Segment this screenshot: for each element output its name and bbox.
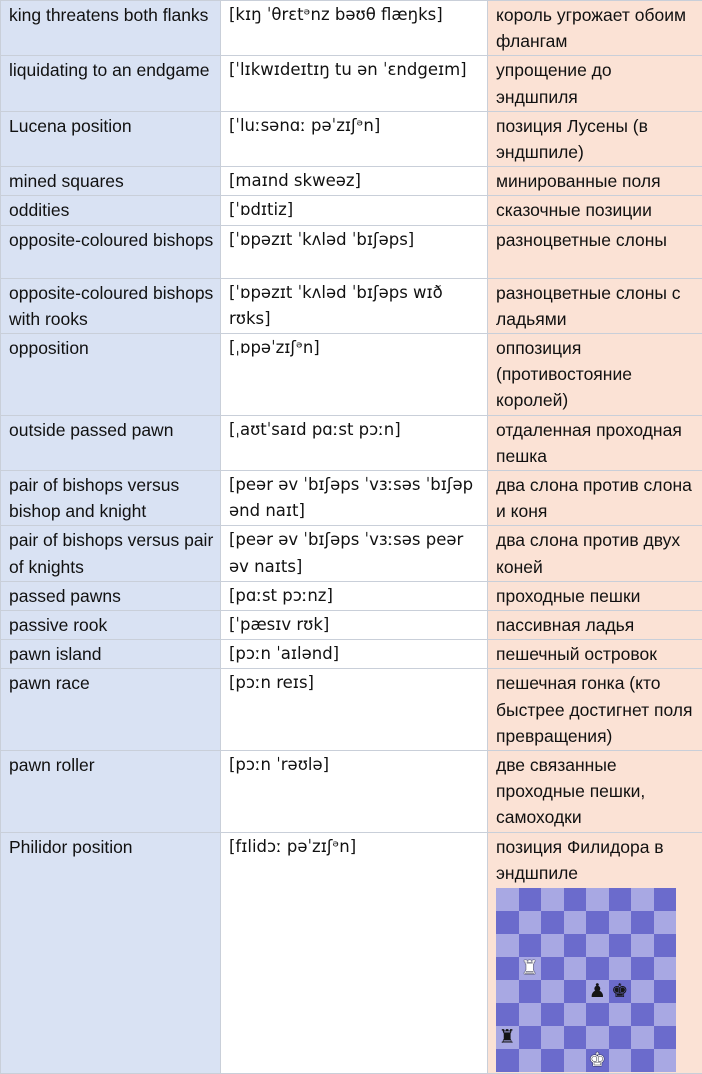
- term-transcription-text: [ˈluːsənɑː pəˈzɪʃᵊn]: [229, 113, 481, 139]
- term-english: [1, 669, 221, 751]
- term-russian-text: два слона против слона и коня: [496, 472, 696, 524]
- term-transcription: [221, 334, 488, 416]
- board-square: [586, 911, 609, 934]
- term-english-text: opposite-coloured bishops: [9, 227, 214, 253]
- term-russian-text: проходные пешки: [496, 583, 696, 609]
- term-english: [1, 611, 221, 640]
- board-square: [586, 888, 609, 911]
- term-english: [1, 56, 221, 111]
- term-english-text: mined squares: [9, 168, 214, 194]
- board-square: [631, 888, 654, 911]
- term-transcription-text: [peər əv ˈbɪʃəps ˈvɜːsəs ˈbɪʃəp ənd naɪt]: [229, 472, 481, 524]
- board-square: [654, 911, 677, 934]
- board-square: [564, 1026, 587, 1049]
- board-square: [631, 1003, 654, 1026]
- glossary-row: [1, 225, 702, 278]
- board-square: [519, 934, 542, 957]
- term-transcription: [221, 167, 488, 196]
- board-square: [564, 911, 587, 934]
- board-square: [496, 934, 519, 957]
- board-square: [631, 980, 654, 1003]
- term-russian: [488, 196, 702, 225]
- term-transcription: [221, 832, 488, 1073]
- board-square: [496, 888, 519, 911]
- term-transcription-text: [maɪnd skweəz]: [229, 168, 481, 194]
- term-transcription-text: [pɔːn ˈaɪlənd]: [229, 641, 481, 667]
- term-russian: [488, 581, 702, 610]
- term-russian-text: разноцветные слоны: [496, 227, 696, 253]
- board-square: [541, 980, 564, 1003]
- glossary-row: [1, 611, 702, 640]
- term-russian: [488, 278, 702, 333]
- glossary-row: [1, 832, 702, 1073]
- term-transcription-text: [ˌaʊtˈsaɪd pɑːst pɔːn]: [229, 417, 481, 443]
- board-square: [541, 1049, 564, 1072]
- board-square: [631, 1049, 654, 1072]
- board-square: [631, 1026, 654, 1049]
- term-transcription-text: [pɔːn ˈrəʊlə]: [229, 752, 481, 778]
- term-transcription-text: [ˌɒpəˈzɪʃᵊn]: [229, 335, 481, 361]
- term-russian: [488, 56, 702, 111]
- term-english-text: pawn race: [9, 670, 214, 696]
- term-english-text: pawn roller: [9, 752, 214, 778]
- board-square: [631, 911, 654, 934]
- term-english-text: pair of bishops versus bishop and knight: [9, 472, 214, 524]
- term-english-text: Philidor position: [9, 834, 214, 860]
- board-square: [519, 1026, 542, 1049]
- glossary-row: [1, 415, 702, 470]
- glossary-row: [1, 471, 702, 526]
- term-english: [1, 471, 221, 526]
- term-english: [1, 415, 221, 470]
- term-english: [1, 751, 221, 833]
- term-russian: [488, 167, 702, 196]
- term-russian-text: позиция Лусены (в эндшпиле): [496, 113, 696, 165]
- board-square: [609, 1026, 632, 1049]
- term-english-text: Lucena position: [9, 113, 214, 139]
- board-square: [609, 911, 632, 934]
- term-russian: [488, 111, 702, 166]
- term-english: [1, 526, 221, 581]
- glossary-row: [1, 581, 702, 610]
- board-square: [654, 1003, 677, 1026]
- term-english-text: pair of bishops versus pair of knights: [9, 527, 214, 579]
- glossary-row: [1, 526, 702, 581]
- board-square: [541, 934, 564, 957]
- term-english-text: opposition: [9, 335, 214, 361]
- term-english: [1, 111, 221, 166]
- board-square: [541, 957, 564, 980]
- board-square: [564, 934, 587, 957]
- board-square: [586, 1049, 609, 1072]
- board-square: [654, 1049, 677, 1072]
- glossary-row: [1, 167, 702, 196]
- term-russian-text: два слона против двух коней: [496, 527, 696, 579]
- board-square: [654, 1026, 677, 1049]
- term-english-text: passive rook: [9, 612, 214, 638]
- board-square: [496, 1049, 519, 1072]
- term-russian: [488, 832, 702, 1073]
- term-russian: [488, 526, 702, 581]
- term-transcription: [221, 56, 488, 111]
- board-square: [496, 1026, 519, 1049]
- term-english: [1, 278, 221, 333]
- black-rook-icon: ♜: [499, 1027, 516, 1048]
- term-transcription: [221, 640, 488, 669]
- glossary-row: [1, 111, 702, 166]
- board-square: [631, 934, 654, 957]
- term-transcription-text: [ˈɒpəzɪt ˈkʌləd ˈbɪʃəps wɪð rʊks]: [229, 280, 481, 332]
- board-square: [654, 957, 677, 980]
- term-english-text: liquidating to an endgame: [9, 57, 214, 83]
- term-transcription: [221, 1, 488, 56]
- board-square: [586, 980, 609, 1003]
- term-english-text: outside passed pawn: [9, 417, 214, 443]
- term-english: [1, 640, 221, 669]
- term-english: [1, 196, 221, 225]
- term-transcription-text: [peər əv ˈbɪʃəps ˈvɜːsəs peər əv naɪts]: [229, 527, 481, 579]
- term-transcription-text: [pɑːst pɔːnz]: [229, 583, 481, 609]
- chess-diagram: [496, 888, 676, 1072]
- board-square: [541, 888, 564, 911]
- board-square: [631, 957, 654, 980]
- glossary-body: [1, 1, 702, 1074]
- board-square: [564, 957, 587, 980]
- board-square: [519, 957, 542, 980]
- board-square: [586, 934, 609, 957]
- board-square: [541, 1026, 564, 1049]
- term-russian-text: пассивная ладья: [496, 612, 696, 638]
- board-square: [609, 934, 632, 957]
- term-russian: [488, 225, 702, 278]
- term-english: [1, 225, 221, 278]
- board-square: [654, 934, 677, 957]
- board-square: [609, 1003, 632, 1026]
- board-square: [496, 980, 519, 1003]
- glossary-row: [1, 56, 702, 111]
- term-transcription: [221, 196, 488, 225]
- board-square: [609, 980, 632, 1003]
- term-english-text: king threatens both flanks: [9, 2, 214, 28]
- board-square: [609, 888, 632, 911]
- board-square: [654, 980, 677, 1003]
- white-rook-icon: ♜: [521, 958, 538, 979]
- term-transcription-text: [pɔːn reɪs]: [229, 670, 481, 696]
- board-square: [496, 911, 519, 934]
- term-russian-text: король угрожает обоим флангам: [496, 2, 696, 54]
- term-english: [1, 1, 221, 56]
- board-square: [586, 1003, 609, 1026]
- term-transcription: [221, 611, 488, 640]
- board-square: [541, 1003, 564, 1026]
- board-square: [586, 957, 609, 980]
- board-square: [519, 1003, 542, 1026]
- term-russian: [488, 471, 702, 526]
- board-square: [564, 1003, 587, 1026]
- term-transcription: [221, 278, 488, 333]
- board-square: [519, 888, 542, 911]
- glossary-row: [1, 751, 702, 833]
- term-russian-text: минированные поля: [496, 168, 696, 194]
- board-square: [586, 1026, 609, 1049]
- term-russian: [488, 751, 702, 833]
- term-transcription: [221, 669, 488, 751]
- term-transcription: [221, 111, 488, 166]
- term-transcription-text: [ˈɒpəzɪt ˈkʌləd ˈbɪʃəps]: [229, 227, 481, 253]
- term-transcription-text: [kɪŋ ˈθrɛtᵊnz bəʊθ flæŋks]: [229, 2, 481, 28]
- glossary-row: [1, 1, 702, 56]
- term-transcription: [221, 526, 488, 581]
- term-russian-text: две связанные проходные пешки, самоходки: [496, 752, 696, 831]
- board-square: [519, 1049, 542, 1072]
- term-russian: [488, 640, 702, 669]
- term-russian-text: позиция Филидора в эндшпиле: [496, 834, 696, 886]
- glossary-row: [1, 640, 702, 669]
- term-transcription: [221, 471, 488, 526]
- term-english-text: passed pawns: [9, 583, 214, 609]
- glossary-row: [1, 669, 702, 751]
- board-square: [609, 1049, 632, 1072]
- board-square: [654, 888, 677, 911]
- term-russian-text: отдаленная проходная пешка: [496, 417, 696, 469]
- white-king-icon: ♚: [589, 1050, 606, 1071]
- board-square: [541, 911, 564, 934]
- glossary-row: [1, 278, 702, 333]
- term-russian: [488, 611, 702, 640]
- term-english: [1, 167, 221, 196]
- term-transcription-text: [ˈpæsɪv rʊk]: [229, 612, 481, 638]
- term-russian-text: разноцветные слоны с ладьями: [496, 280, 696, 332]
- board-square: [519, 911, 542, 934]
- term-russian: [488, 1, 702, 56]
- term-russian-text: сказочные позиции: [496, 197, 696, 223]
- glossary-row: [1, 334, 702, 416]
- term-russian: [488, 415, 702, 470]
- board-square: [496, 1003, 519, 1026]
- term-transcription-text: [fɪlidɔː pəˈzɪʃᵊn]: [229, 834, 481, 860]
- term-russian-text: оппозиция (противостояние королей): [496, 335, 696, 414]
- term-russian: [488, 669, 702, 751]
- board-square: [564, 888, 587, 911]
- term-transcription: [221, 225, 488, 278]
- term-russian-text: упрощение до эндшпиля: [496, 57, 696, 109]
- term-english: [1, 581, 221, 610]
- term-english-text: opposite-coloured bishops with rooks: [9, 280, 214, 332]
- term-transcription: [221, 581, 488, 610]
- term-english-text: pawn island: [9, 641, 214, 667]
- term-russian-text: пешечный островок: [496, 641, 696, 667]
- term-english: [1, 832, 221, 1073]
- term-transcription-text: [ˈlɪkwɪdeɪtɪŋ tu ən ˈɛndgeɪm]: [229, 57, 481, 83]
- glossary-row: [1, 196, 702, 225]
- term-russian: [488, 334, 702, 416]
- black-pawn-icon: ♟: [589, 981, 606, 1002]
- board-square: [564, 1049, 587, 1072]
- board-square: [519, 980, 542, 1003]
- black-king-icon: ♚: [611, 981, 628, 1002]
- board-square: [564, 980, 587, 1003]
- board-square: [496, 957, 519, 980]
- term-transcription: [221, 751, 488, 833]
- term-russian-text: пешечная гонка (кто быстрее достигнет поля превращения): [496, 670, 696, 749]
- term-transcription-text: [ˈɒdɪtiz]: [229, 197, 481, 223]
- term-english-text: oddities: [9, 197, 214, 223]
- term-english: [1, 334, 221, 416]
- board-square: [609, 957, 632, 980]
- term-transcription: [221, 415, 488, 470]
